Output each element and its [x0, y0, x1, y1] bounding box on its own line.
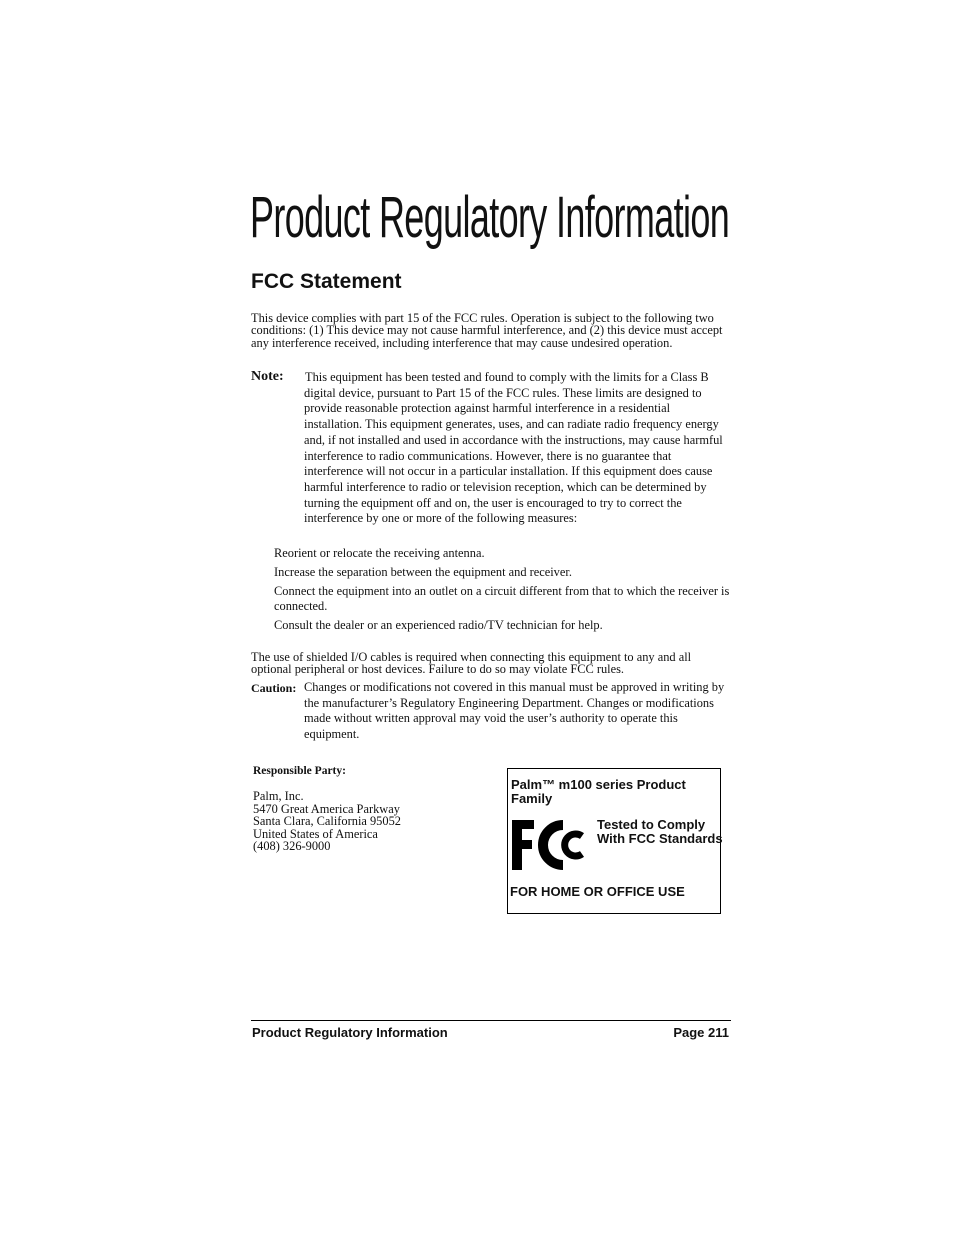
page-title: Product Regulatory Information	[250, 185, 730, 250]
caution-text: Changes or modifications not covered in this manual must be approved in writing by the manufacturer’s Regulatory Engineering Department. Changes or modifications made without written approval may void the user’s authority to operate this equipment.	[304, 680, 725, 741]
caution-label: Caution:	[251, 681, 297, 695]
tested-to-comply: Tested to Comply With FCC Standards	[597, 817, 723, 846]
footer-section-title: Product Regulatory Information	[252, 1025, 448, 1040]
list-item: Increase the separation between the equipment and receiver.	[274, 565, 572, 579]
responsible-party-label: Responsible Party:	[253, 765, 346, 777]
address-line: United States of America	[253, 826, 378, 841]
section-heading: FCC Statement	[251, 270, 402, 293]
footer-page-number: Page 211	[673, 1025, 729, 1040]
measures-list	[274, 546, 730, 637]
address-line: (408) 326-9000	[253, 839, 331, 854]
footer-divider	[251, 1020, 731, 1021]
product-family: Palm™ m100 series Product Family	[511, 777, 686, 806]
address-line: Palm, Inc.	[253, 789, 304, 803]
note-text: This equipment has been tested and found to comply with the limits for a Class B digital device, pursuant to Part 15 of the FCC rules. These limits are designed to provide reasonable protection against harmful interference in a residential installation. This equipment generates, uses, and can radiate radio frequency energy and, if not installed and used in accordance with the instructions, may cause harmful interference to radio communications. However, there is no guarantee that interference will not occur in a particular installation. If this equipment does cause harmful interference to radio or television reception, which can be determined by turning the equipment off and on, the user is encouraged to try to correct the interference by one or more of the following measures:	[304, 370, 723, 526]
list-item: Connect the equipment into an outlet on a circuit different from that to which the receiver is connected.	[274, 584, 730, 613]
fcc-compliance-label	[507, 768, 721, 914]
list-item: Reorient or relocate the receiving antenna.	[274, 546, 485, 560]
address-line: 5470 Great America Parkway	[253, 801, 400, 816]
note-label: Note:	[251, 369, 284, 384]
fcc-logo-icon	[510, 819, 590, 871]
shielded-cables-paragraph: The use of shielded I/O cables is required when connecting this equipment to any and all optional peripheral or host devices. Failure to do so may violate FCC rules.	[251, 650, 692, 677]
home-office-use: FOR HOME OR OFFICE USE	[510, 884, 685, 899]
intro-paragraph: This device complies with part 15 of the FCC rules. Operation is subject to the following two conditions: (1) This device may not cause harmful interference, and (2) this device must accept any interference received, including interference that may cause undesired operation.	[251, 311, 723, 350]
address-line: Santa Clara, California 95052	[253, 814, 401, 829]
responsible-party-address	[253, 790, 401, 853]
list-item: Consult the dealer or an experienced radio/TV technician for help.	[274, 618, 603, 632]
